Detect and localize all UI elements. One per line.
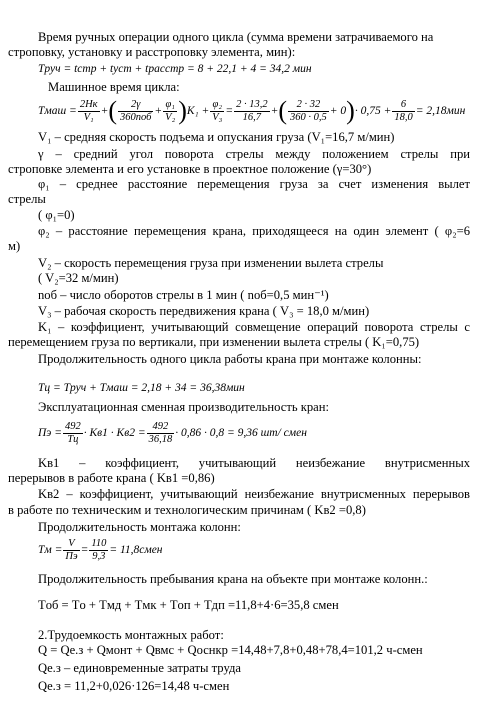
formula-cycle-time: Tц = Tруч + Tмаш = 2,18 + 34 = 36,38мин bbox=[38, 382, 245, 394]
text-line: Машинное время цикла: bbox=[48, 80, 180, 94]
text-line: м) bbox=[8, 239, 21, 253]
formula-duration: Tм = $\frac{V}{Пэ}$ = $\frac{110}{9,3}$ = 11,8смен bbox=[38, 537, 163, 562]
text-line: Tоб = Tо + Tмд + Tмк + Tоп + Tдп =11,8+4·6=35,8 смен bbox=[38, 598, 339, 612]
text-line: Продолжительность одного цикла работы крана при монтаже колонны: bbox=[38, 352, 422, 366]
text-line: стрелы bbox=[8, 192, 46, 206]
text-line: Qе.з = 11,2+0,026·126=14,48 ч-смен bbox=[38, 679, 230, 693]
text-line: Kв1 – коэффициент, учитывающий неизбежание внутрисменных bbox=[38, 456, 470, 470]
section-heading: 2.Трудоемкость монтажных работ: bbox=[38, 628, 224, 642]
text-line: Продолжительность пребывания крана на объекте при монтаже колонн.: bbox=[38, 572, 428, 586]
text-line: ( φ₁=0) bbox=[38, 208, 75, 222]
text-line: Время ручных операции одного цикла (сумма времени затрачиваемого на bbox=[38, 30, 434, 44]
text-line: перемещением груза по вертикали, при изменении вылета стрелы ( K₁=0,75) bbox=[8, 335, 420, 349]
text-line: Продолжительность монтажа колонн: bbox=[38, 520, 241, 534]
text-line: γ – средний угол поворота стрелы между положением стрелы при bbox=[38, 147, 470, 161]
text-line: строповке элемента и его установке в проектное положение (γ=30°) bbox=[8, 162, 372, 176]
formula-machine-time: Tмаш = $\frac{2Hк}{\text{V₁}}$ + ( $\frac{2\gamma}{\text{360nоб}}$ + $\frac{\text{φ₁}}{\text{V₂}}$ ) K₁ + $\frac{\text{φ₂}}{\text{V₃}}$ = $\frac{2 \cdot 13,2}{16,7}$ + ( $\frac{2 \cdot 32}{360 \cdot 0,5}$ + 0 ) · 0,75 + $\frac{6}{18,0}$ = 2,18мин bbox=[38, 96, 466, 125]
text-line: Эксплуатационная сменная производительность кран: bbox=[38, 400, 330, 414]
text-line: V₃ – рабочая скорость передвижения крана ( V₃ = 18,0 м/мин) bbox=[38, 304, 370, 318]
text-line: φ₁ – среднее расстояние перемещения груза за счет изменения вылет bbox=[38, 177, 470, 191]
formula-productivity: Пэ = $\frac{492}{Tц}$ · Kв1 · Kв2 = $\frac{492}{36,18}$ · 0,86 · 0,8 = 9,36 шт/ смен bbox=[38, 420, 307, 445]
text-line: ( V₂=32 м/мин) bbox=[38, 271, 119, 285]
text-line: перерывов в работе крана ( Kв1 =0,86) bbox=[8, 471, 215, 485]
text-line: nоб – число оборотов стрелы в 1 мин ( nоб=0,5 мин⁻¹) bbox=[38, 288, 329, 302]
text-line: Qе.з – единовременные затраты труда bbox=[38, 661, 241, 675]
formula-manual-time: Tруч = tстр + tуст + tрасстр = 8 + 22,1 + 4 = 34,2 мин bbox=[38, 63, 312, 75]
text-line: φ₂ – расстояние перемещения крана, приходящееся на один элемент ( φ₂=6 bbox=[38, 224, 470, 238]
text-line: V₁ – средняя скорость подъема и опускания груза (V₁=16,7 м/мин) bbox=[38, 130, 395, 144]
text-line: V₂ – скорость перемещения груза при изменении вылета стрелы bbox=[38, 256, 384, 270]
text-line: Kв2 – коэффициент, учитывающий неизбежание внутрисменных перерывов bbox=[38, 487, 470, 501]
text-line: в работе по техническим и технологическим причинам ( Kв2 =0,8) bbox=[8, 503, 366, 517]
text-line: строповку, установку и расстроповку элемента, мин): bbox=[8, 45, 296, 59]
text-line: Q = Qе.з + Qмонт + Qвмс + Qоснкр =14,48+7,8+0,48+78,4=101,2 ч-смен bbox=[38, 643, 423, 657]
text-line: K₁ – коэффициент, учитывающий совмещение операций поворота стрелы с bbox=[38, 320, 470, 334]
